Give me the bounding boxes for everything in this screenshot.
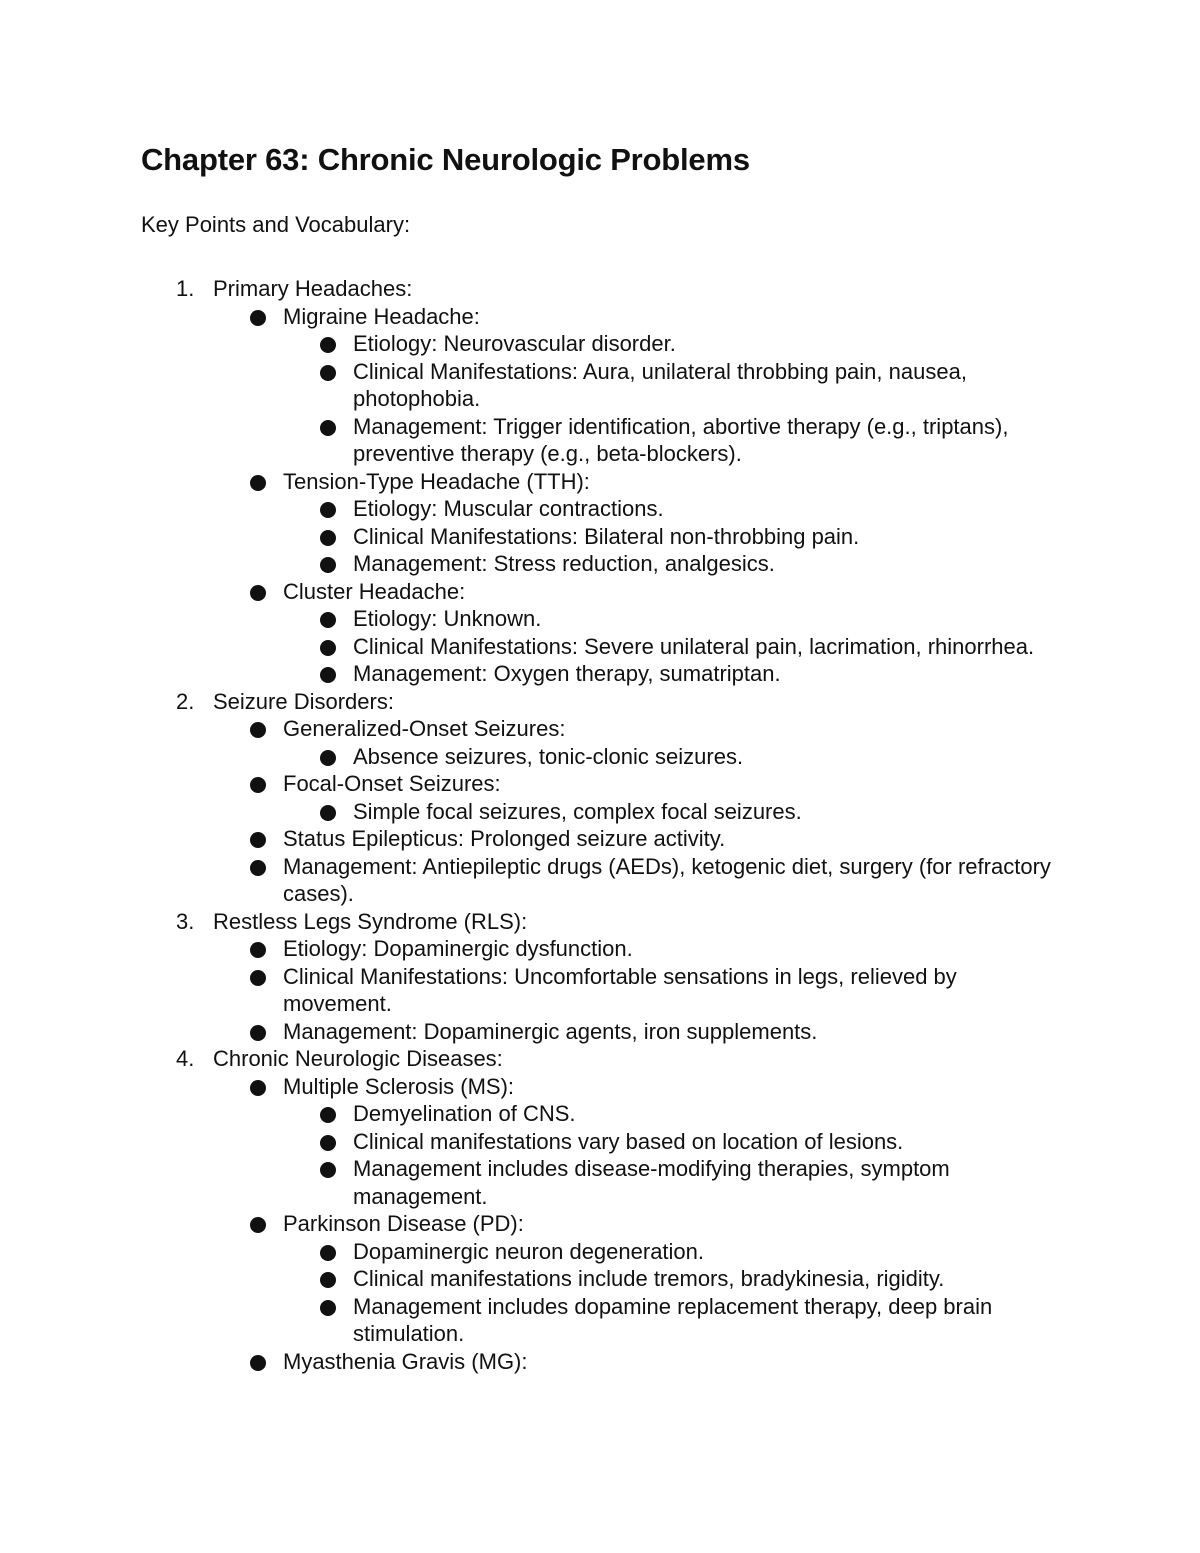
sub-bullet-row bbox=[317, 495, 1060, 523]
section-number: 1. bbox=[176, 276, 195, 301]
sub-bullet-list bbox=[317, 1100, 1060, 1210]
sub-bullet-item bbox=[317, 330, 1060, 358]
sub-bullet-item bbox=[317, 633, 1060, 661]
sub-bullet-list bbox=[317, 1238, 1060, 1348]
bullet-icon bbox=[317, 523, 353, 551]
sub-bullet-text: Management: Trigger identification, abortive therapy (e.g., triptans), preventive therapy (e.g., beta-blockers). bbox=[353, 413, 1009, 466]
bullet-item bbox=[247, 770, 1060, 825]
sub-bullet-row bbox=[317, 798, 1060, 826]
sub-bullet-list bbox=[317, 743, 1060, 771]
bullet-list bbox=[247, 303, 1060, 688]
bullet-text: Multiple Sclerosis (MS): bbox=[283, 1073, 515, 1099]
bullet-icon bbox=[247, 1073, 283, 1101]
section-heading-row bbox=[141, 1045, 1060, 1073]
sub-bullet-item bbox=[317, 743, 1060, 771]
bullet-item bbox=[247, 715, 1060, 770]
section-item bbox=[141, 908, 1060, 1046]
section-heading: Primary Headaches: bbox=[213, 276, 413, 301]
bullet-icon bbox=[317, 743, 353, 771]
sub-bullet-text: Management: Oxygen therapy, sumatriptan. bbox=[353, 661, 781, 686]
bullet-icon bbox=[317, 495, 353, 523]
section-item bbox=[141, 688, 1060, 908]
sub-bullet-text: Clinical Manifestations: Severe unilateral pain, lacrimation, rhinorrhea. bbox=[353, 633, 1035, 659]
sub-bullet-list bbox=[317, 605, 1060, 688]
sub-bullet-text: Management: Stress reduction, analgesics. bbox=[353, 551, 775, 576]
bullet-row bbox=[247, 1210, 1060, 1238]
sub-bullet-row bbox=[317, 1100, 1060, 1128]
bullet-icon bbox=[317, 358, 353, 413]
page-title: Chapter 63: Chronic Neurologic Problems bbox=[141, 142, 750, 177]
bullet-item bbox=[247, 303, 1060, 468]
bullet-row bbox=[247, 468, 1060, 496]
sub-bullet-row bbox=[317, 358, 1060, 413]
bullet-item bbox=[247, 1348, 1060, 1376]
bullet-icon bbox=[247, 1210, 283, 1238]
section-heading-row bbox=[141, 688, 1060, 716]
bullet-text: Tension-Type Headache (TTH): bbox=[283, 468, 590, 494]
sub-bullet-row bbox=[317, 660, 1060, 688]
bullet-icon bbox=[247, 770, 283, 798]
bullet-row bbox=[247, 770, 1060, 798]
bullet-icon bbox=[247, 935, 283, 963]
sub-bullet-item bbox=[317, 1238, 1060, 1266]
bullet-text: Myasthenia Gravis (MG): bbox=[283, 1348, 528, 1374]
bullet-text: Focal-Onset Seizures: bbox=[283, 771, 501, 796]
sub-bullet-row bbox=[317, 633, 1060, 661]
sub-bullet-item bbox=[317, 1128, 1060, 1156]
bullet-icon bbox=[317, 550, 353, 578]
sub-bullet-text: Absence seizures, tonic-clonic seizures. bbox=[353, 743, 744, 769]
bullet-row bbox=[247, 963, 1060, 1018]
bullet-icon bbox=[317, 605, 353, 633]
sub-bullet-item bbox=[317, 413, 1060, 468]
bullet-icon bbox=[247, 303, 283, 331]
bullet-item bbox=[247, 935, 1060, 963]
sub-bullet-item bbox=[317, 660, 1060, 688]
sub-bullet-text: Management includes dopamine replacement therapy, deep brain stimulation. bbox=[353, 1293, 993, 1346]
sub-bullet-text: Clinical manifestations vary based on location of lesions. bbox=[353, 1128, 904, 1154]
bullet-icon bbox=[317, 798, 353, 826]
bullet-row bbox=[247, 825, 1060, 853]
bullet-icon bbox=[247, 1348, 283, 1376]
bullet-text: Management: Antiepileptic drugs (AEDs), ketogenic diet, surgery (for refractory cases). bbox=[283, 853, 1051, 906]
sub-bullet-text: Clinical Manifestations: Bilateral non-throbbing pain. bbox=[353, 523, 860, 549]
bullet-text: Status Epilepticus: Prolonged seizure activity. bbox=[283, 826, 726, 851]
sub-bullet-row bbox=[317, 1265, 1060, 1293]
bullet-text: Generalized-Onset Seizures: bbox=[283, 716, 566, 741]
sub-bullet-list bbox=[317, 495, 1060, 578]
section-item bbox=[141, 1045, 1060, 1375]
bullet-item bbox=[247, 1210, 1060, 1348]
sub-bullet-item bbox=[317, 605, 1060, 633]
bullet-icon bbox=[247, 578, 283, 606]
section-list bbox=[141, 275, 1060, 1375]
bullet-item bbox=[247, 1018, 1060, 1046]
bullet-text: Cluster Headache: bbox=[283, 578, 466, 604]
bullet-icon bbox=[317, 1100, 353, 1128]
section-number: 2. bbox=[176, 688, 195, 714]
bullet-icon bbox=[317, 413, 353, 468]
bullet-row bbox=[247, 935, 1060, 963]
bullet-row bbox=[247, 853, 1060, 908]
bullet-row bbox=[247, 578, 1060, 606]
bullet-icon bbox=[317, 330, 353, 358]
bullet-row bbox=[247, 303, 1060, 331]
sub-bullet-item bbox=[317, 523, 1060, 551]
section-number: 4. bbox=[176, 1046, 195, 1071]
sub-bullet-item bbox=[317, 798, 1060, 826]
sub-bullet-text: Dopaminergic neuron degeneration. bbox=[353, 1238, 705, 1264]
sub-bullet-item bbox=[317, 358, 1060, 413]
sub-bullet-row bbox=[317, 413, 1060, 468]
sub-bullet-row bbox=[317, 1128, 1060, 1156]
bullet-icon bbox=[247, 715, 283, 743]
sub-bullet-text: Management includes disease-modifying therapies, symptom management. bbox=[353, 1156, 950, 1209]
bullet-icon bbox=[317, 1155, 353, 1210]
bullet-row bbox=[247, 1073, 1060, 1101]
sub-bullet-item bbox=[317, 1155, 1060, 1210]
sub-bullet-text: Clinical manifestations include tremors, bradykinesia, rigidity. bbox=[353, 1266, 945, 1291]
bullet-icon bbox=[317, 1238, 353, 1266]
sub-bullet-item bbox=[317, 1265, 1060, 1293]
bullet-icon bbox=[317, 1265, 353, 1293]
sub-bullet-row bbox=[317, 605, 1060, 633]
sub-bullet-item bbox=[317, 550, 1060, 578]
sub-bullet-list bbox=[317, 330, 1060, 468]
bullet-row bbox=[247, 715, 1060, 743]
sub-bullet-item bbox=[317, 495, 1060, 523]
section-number: 3. bbox=[176, 908, 195, 934]
sub-bullet-text: Etiology: Neurovascular disorder. bbox=[353, 331, 676, 356]
bullet-item bbox=[247, 825, 1060, 853]
sub-bullet-row bbox=[317, 1155, 1060, 1210]
bullet-item bbox=[247, 963, 1060, 1018]
bullet-icon bbox=[317, 633, 353, 661]
sub-bullet-text: Clinical Manifestations: Aura, unilateral throbbing pain, nausea, photophobia. bbox=[353, 358, 967, 411]
bullet-text: Migraine Headache: bbox=[283, 303, 480, 329]
section-heading: Restless Legs Syndrome (RLS): bbox=[213, 908, 528, 934]
intro-text: Key Points and Vocabulary: bbox=[141, 212, 411, 237]
sub-bullet-row bbox=[317, 330, 1060, 358]
sub-bullet-list bbox=[317, 798, 1060, 826]
bullet-row bbox=[247, 1348, 1060, 1376]
bullet-icon bbox=[247, 853, 283, 908]
bullet-icon bbox=[317, 1128, 353, 1156]
sub-bullet-text: Etiology: Unknown. bbox=[353, 606, 542, 631]
section-item bbox=[141, 275, 1060, 688]
sub-bullet-item bbox=[317, 1100, 1060, 1128]
sub-bullet-row bbox=[317, 550, 1060, 578]
sub-bullet-row bbox=[317, 1238, 1060, 1266]
bullet-item bbox=[247, 468, 1060, 578]
sub-bullet-text: Etiology: Muscular contractions. bbox=[353, 496, 664, 521]
bullet-icon bbox=[317, 660, 353, 688]
section-heading: Seizure Disorders: bbox=[213, 688, 394, 714]
bullet-list bbox=[247, 715, 1060, 908]
sub-bullet-text: Simple focal seizures, complex focal seizures. bbox=[353, 798, 802, 824]
bullet-icon bbox=[247, 825, 283, 853]
section-heading: Chronic Neurologic Diseases: bbox=[213, 1046, 503, 1071]
bullet-list bbox=[247, 935, 1060, 1045]
bullet-list bbox=[247, 1073, 1060, 1376]
bullet-text: Management: Dopaminergic agents, iron supplements. bbox=[283, 1018, 818, 1044]
bullet-text: Parkinson Disease (PD): bbox=[283, 1211, 524, 1236]
bullet-row bbox=[247, 1018, 1060, 1046]
sub-bullet-item bbox=[317, 1293, 1060, 1348]
bullet-icon bbox=[247, 1018, 283, 1046]
bullet-item bbox=[247, 578, 1060, 688]
bullet-text: Etiology: Dopaminergic dysfunction. bbox=[283, 936, 633, 961]
bullet-text: Clinical Manifestations: Uncomfortable sensations in legs, relieved by movement. bbox=[283, 963, 957, 1016]
sub-bullet-row bbox=[317, 1293, 1060, 1348]
section-heading-row bbox=[141, 908, 1060, 936]
bullet-icon bbox=[317, 1293, 353, 1348]
sub-bullet-row bbox=[317, 523, 1060, 551]
section-heading-row bbox=[141, 275, 1060, 303]
sub-bullet-text: Demyelination of CNS. bbox=[353, 1101, 576, 1126]
bullet-item bbox=[247, 853, 1060, 908]
bullet-icon bbox=[247, 963, 283, 1018]
sub-bullet-row bbox=[317, 743, 1060, 771]
bullet-icon bbox=[247, 468, 283, 496]
bullet-item bbox=[247, 1073, 1060, 1211]
